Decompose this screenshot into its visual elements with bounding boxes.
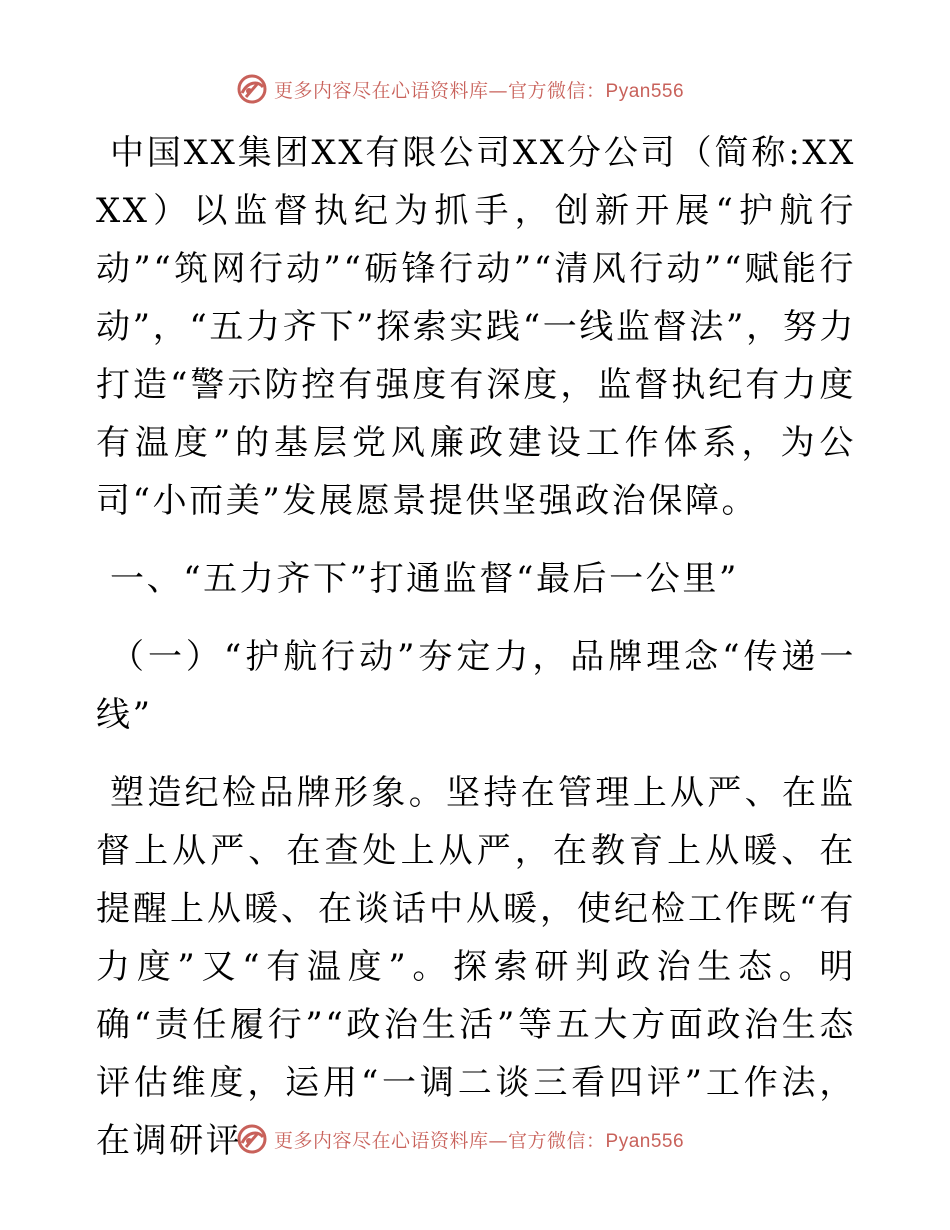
- watermark-id: Pyan556: [605, 1130, 685, 1152]
- document-body: [96, 124, 856, 1170]
- watermark-id: Pyan556: [605, 80, 685, 102]
- watermark-label: 官方微信：: [508, 79, 606, 102]
- logo-swirl-icon: [236, 73, 268, 105]
- watermark-label: 官方微信：: [508, 1129, 606, 1152]
- section-heading: 一、“五力齐下”打通监督“最后一公里”: [110, 559, 739, 599]
- subsection-heading: （一）“护航行动”夯定力，品牌理念“传递一线”: [96, 637, 856, 735]
- intro-paragraph: 中国XX集团XX有限公司XX分公司（简称:XXXX）以监督执纪为抓手，创新开展“护航行动”“筑网行动”“砺锋行动”“清风行动”“赋能行动”，“五力齐下”探索实践“一线监督法”，努力打造“警示防控有强度有深度，监督执纪有力度有温度”的基层党风廉政建设工作体系，为公司“小而美”发展愿景提供坚强政治保障。: [96, 133, 856, 521]
- watermark-separator: —: [488, 79, 509, 102]
- header-watermark: [236, 72, 684, 106]
- logo-swirl-icon: [236, 1123, 268, 1155]
- watermark-separator: —: [488, 1129, 509, 1152]
- watermark-text: 更多内容尽在心语资料库: [274, 79, 489, 102]
- watermark-text: 更多内容尽在心语资料库: [274, 1129, 489, 1152]
- footer-watermark: [236, 1122, 684, 1156]
- body-paragraph: 塑造纪检品牌形象。坚持在管理上从严、在监督上从严、在查处上从严，在教育上从暖、在提醒上从暖、在谈话中从暖，使纪检工作既“有力度”又“有温度”。探索研判政治生态。明确“责任履行”“政治生活”等五大方面政治生态评估维度，运用“一调二谈三看四评”工作法，在调研评: [96, 773, 856, 1161]
